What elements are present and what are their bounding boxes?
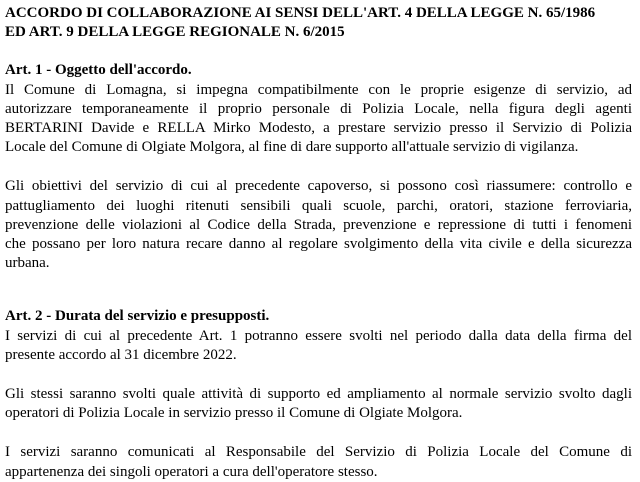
article-2-paragraph-3 bbox=[5, 443, 632, 481]
article-1-paragraph-1 bbox=[5, 81, 632, 158]
text-line: I servizi di cui al precedente Art. 1 potranno essere svolti nel periodo dalla data della firma del bbox=[5, 327, 632, 344]
article-2-heading: Art. 2 - Durata del servizio e presupposti. bbox=[5, 308, 270, 325]
document-title bbox=[5, 4, 632, 42]
text-line: operatori di Polizia Locale in servizio presso il Comune di Olgiate Molgora. bbox=[5, 405, 463, 422]
title-line: ED ART. 9 DELLA LEGGE REGIONALE N. 6/2015 bbox=[5, 24, 345, 41]
text-line: Gli stessi saranno svolti quale attività di supporto ed ampliamento al normale servizio svolto dagli bbox=[5, 386, 632, 403]
text-line: Gli obiettivi del servizio di cui al precedente capoverso, si possono così riassumere: controllo e bbox=[5, 178, 632, 195]
text-line: Il Comune di Lomagna, si impegna compatibilmente con le proprie esigenze di servizio, ad bbox=[5, 81, 632, 98]
text-line: appartenenza dei singoli operatori a cura dell'operatore stesso. bbox=[5, 463, 378, 480]
text-line: pattugliamento dei luoghi ritenuti sensibili quali scuole, parchi, oratori, stazione ferroviaria, bbox=[5, 197, 632, 214]
article-2-paragraph-2 bbox=[5, 385, 632, 423]
text-line: urbana. bbox=[5, 255, 50, 272]
text-line: autorizzare temporaneamente il proprio personale di Polizia Locale, nella figura degli agenti bbox=[5, 100, 632, 117]
text-line: BERTARINI Davide e RELLA Mirko Modesto, a prestare servizio presso il Servizio di Polizia bbox=[5, 120, 632, 137]
text-line: che possano per loro natura recare danno al regolare svolgimento della vita civile e della sicurezza bbox=[5, 236, 632, 253]
article-1-heading: Art. 1 - Oggetto dell'accordo. bbox=[5, 62, 192, 79]
text-line: prevenzione delle violazioni al Codice della Strada, prevenzione e repressione di tutti i fenomeni bbox=[5, 216, 632, 233]
text-line: Locale del Comune di Olgiate Molgora, al fine di dare supporto all'attuale servizio di vigilanza. bbox=[5, 139, 579, 156]
text-line: I servizi saranno comunicati al Responsabile del Servizio di Polizia Locale del Comune di bbox=[5, 444, 632, 461]
title-line: ACCORDO DI COLLABORAZIONE AI SENSI DELL'ART. 4 DELLA LEGGE N. 65/1986 bbox=[5, 5, 596, 21]
article-1-paragraph-2 bbox=[5, 177, 632, 273]
text-line: presente accordo al 31 dicembre 2022. bbox=[5, 346, 237, 363]
article-2-paragraph-1 bbox=[5, 327, 632, 365]
